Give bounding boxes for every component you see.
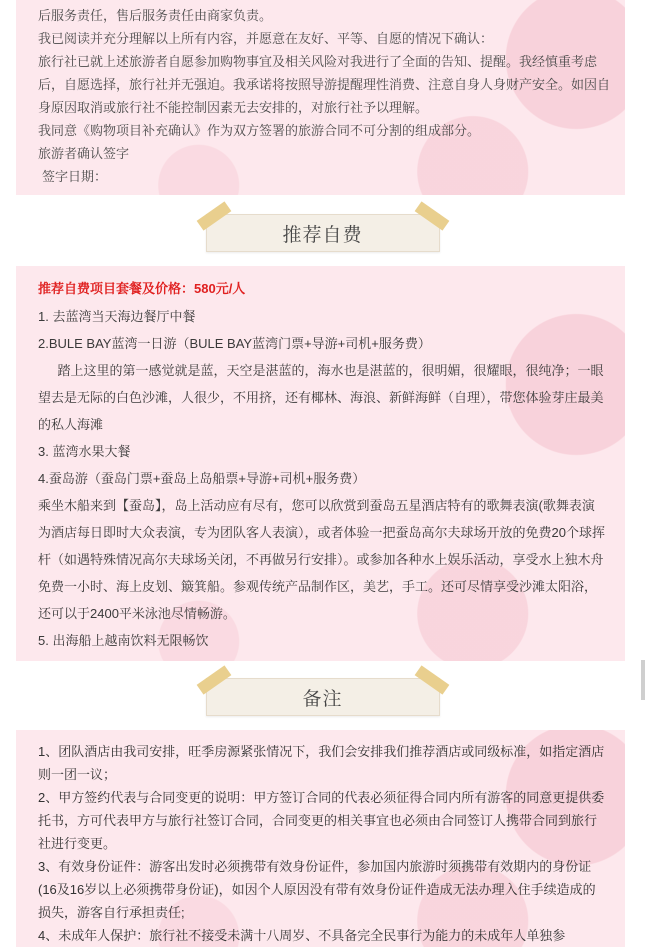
list-item: 5. 出海船上越南饮料无限畅饮 (38, 633, 209, 648)
tape-decoration (414, 201, 449, 230)
tape-decoration (196, 665, 231, 694)
section-title: 推荐自费 (282, 224, 363, 246)
recommend-panel (16, 266, 625, 661)
note-item: 3、有效身份证件：游客出发时必须携带有效身份证件，参加国内旅游时须携带有效期内的身份证(16及16岁以上必须携带身份证)，如因个人原因没有带有效身份证件造成无法办理入住手续造成的损失，游客自行承担责任; (38, 859, 596, 920)
section-heading-notes (0, 670, 645, 724)
text-line: 后服务责任，售后服务责任由商家负责。 (38, 8, 273, 23)
note-item: 1、团队酒店由我司安排，旺季房源紧张情况下，我们会安排我们推荐酒店或同级标准，如指定酒店则一团一议； (38, 744, 605, 782)
purchase-confirmation-panel (16, 0, 625, 195)
text-line: 我同意《购物项目补充确认》作为双方签署的旅游合同不可分割的组成部分。 (38, 123, 481, 138)
note-item: 4、未成年人保护：旅行社不接受未满十八周岁、不具备完全民事行为能力的未成年人单独参 (38, 928, 566, 943)
list-item: 1. 去蓝湾当天海边餐厅中餐 (38, 309, 196, 324)
tape-decoration (414, 665, 449, 694)
section-title: 备注 (302, 688, 343, 710)
list-item: 4.蚕岛游（蚕岛门票+蚕岛上岛船票+导游+司机+服务费） (38, 471, 366, 486)
heading-banner (206, 214, 440, 252)
package-price-title: 推荐自费项目套餐及价格：580元/人 (38, 281, 246, 296)
list-item: 2.BULE BAY蓝湾一日游（BULE BAY蓝湾门票+导游+司机+服务费） (38, 336, 431, 351)
text-line: 签字日期： (42, 169, 108, 184)
heading-banner (206, 678, 440, 716)
list-item: 3. 蓝湾水果大餐 (38, 444, 131, 459)
list-item-description: 乘坐木船来到【蚕岛】，岛上活动应有尽有，您可以欣赏到蚕岛五星酒店特有的歌舞表演(歌舞表演为酒店每日即时大众表演，专为团队客人表演），或者体验一把蚕岛高尔夫球场开放的免费20个球挥杆（如遇特殊情况高尔夫球场关闭，不再做另行安排）。或参加各种水上娱乐活动，享受水上独木舟免费一小时、海上皮划、簸箕船。参观传统产品制作区，美艺，手工。还可尽情享受沙滩太阳浴，还可以于2400平米泳池尽情畅游。 (38, 498, 605, 621)
text-line: 旅游者确认签字 (38, 146, 130, 161)
section-heading-recommend (0, 206, 645, 260)
notes-panel (16, 730, 625, 947)
list-item-description: 踏上这里的第一感觉就是蓝，天空是湛蓝的，海水也是湛蓝的，很明媚，很耀眼，很纯净；一眼望去是无际的白色沙滩，人很少，不用挤，还有椰林、海浪、新鲜海鲜（自理），带您体验芽庄最美的私人海滩 (38, 363, 604, 432)
note-item: 2、甲方签约代表与合同变更的说明：甲方签订合同的代表必须征得合同内所有游客的同意更提供委托书，方可代表甲方与旅行社签订合同，合同变更的相关事宜也必须由合同签订人携带合同到旅行社进行变更。 (38, 790, 605, 851)
text-line: 旅行社已就上述旅游者自愿参加购物事宜及相关风险对我进行了全面的告知、提醒。我经慎重考虑后，自愿选择，旅行社并无强迫。我承诺将按照导游提醒理性消费、注意自身人身财产安全。如因自身原因取消或旅行社不能控制因素无去安排的，对旅行社予以理解。 (38, 54, 611, 115)
tape-decoration (196, 201, 231, 230)
text-line: 我已阅读并充分理解以上所有内容，并愿意在友好、平等、自愿的情况下确认： (38, 31, 494, 46)
